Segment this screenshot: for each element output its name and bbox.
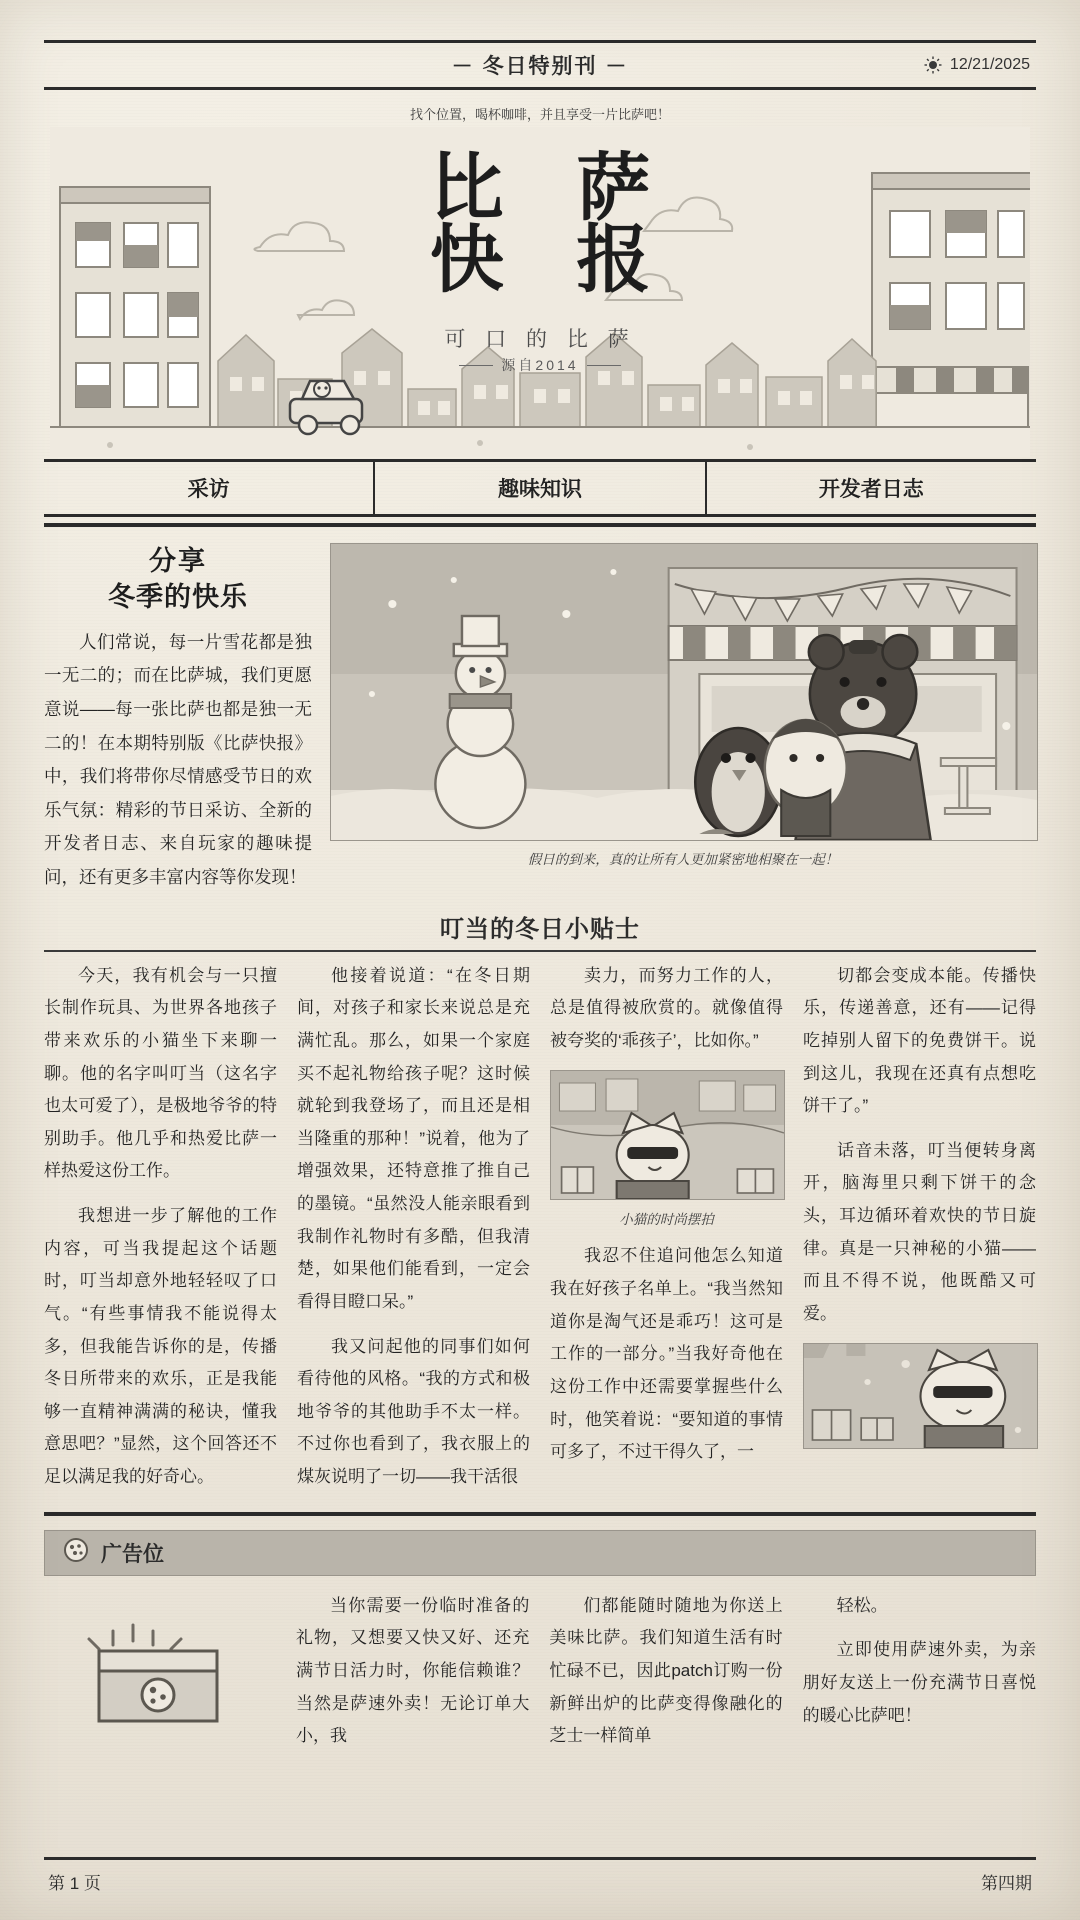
date-area [924, 56, 1030, 74]
divider-under-nav [44, 523, 1036, 527]
masthead-since [50, 355, 1030, 375]
masthead-topbar [44, 40, 1036, 90]
ad-title: 广告位 [101, 1542, 164, 1566]
section-navbar [44, 459, 1036, 517]
divider-under-tips-headline [44, 950, 1036, 952]
divider-above-ad [44, 1512, 1036, 1516]
tagline: 找个位置，喝杯咖啡，并且享受一片比萨吧！ [409, 107, 670, 122]
paragraph: 切都会变成本能。传播快乐，传递善意，还有——记得吃掉别人留下的免费饼干。说到这儿，我现在还真有点想吃饼干了。” [803, 965, 1036, 1116]
edition-label: － 冬日特别刊 － [451, 55, 629, 78]
nav-item-devlog[interactable]: 开发者日志 [705, 462, 1036, 514]
paragraph: 话音未落，叮当便转身离开，脑海里只剩下饼干的念头，耳边循环着欢快的节日旋律。真是一只神秘的小猫——而且不得不说，他既酷又可爱。 [803, 1140, 1036, 1323]
article-column-3 [550, 960, 783, 1506]
column-image-caption: 小猫的时尚摆拍 [619, 1211, 714, 1227]
lead-headline-line1: 分享 [149, 546, 207, 576]
lead-image-caption: 假日的到来，真的让所有人更加紧密地相聚在一起！ [527, 852, 839, 867]
paragraph: 卖力，而努力工作的人，总是值得被欣赏的。就像值得被夸奖的‘乖孩子’，比如你。” [550, 965, 783, 1050]
lead-illustration [330, 543, 1038, 841]
ad-column-2 [549, 1590, 782, 1765]
page-number: 第 1 页 [48, 1874, 101, 1893]
paragraph: 今天，我有机会与一只擅长制作玩具、为世界各地孩子带来欢乐的小猫坐下来聊一聊。他的名字叫叮当（这名字也太可爱了），是极地爷爷的特别助手。他几乎和热爱比萨一样热爱这份工作。 [44, 965, 277, 1181]
nav-item-interview[interactable]: 采访 [187, 478, 230, 501]
paragraph: 我想进一步了解他的工作内容，可当我提起这个话题时，叮当却意外地轻轻叹了口气。“有些事情我不能说得太多，但我能告诉你的是，传播冬日所带来的欢乐，正是我能够一直精神满满的秘诀，懂我意思吧？”显然，这个回答还不足以满足我的好奇心。 [44, 1206, 277, 1486]
lead-headline-line2: 冬季的快乐 [108, 582, 248, 613]
page-footer [44, 1857, 1036, 1894]
paragraph: 轻松。 [836, 1595, 888, 1615]
snowcat-illustration [803, 1343, 1038, 1449]
cookie-icon [63, 1537, 89, 1568]
paragraph: 立即使用萨速外卖，为亲朋好友送上一份充满节日喜悦的暖心比萨吧！ [802, 1640, 1036, 1725]
masthead-since-text: 源自2014 [485, 357, 594, 373]
pizza-box-icon [55, 1617, 265, 1737]
cat-photo-illustration [550, 1070, 785, 1200]
lead-body-text: 人们常说，每一片雪花都是独一无二的；而在比萨城，我们更愿意说——每一张比萨也都是独一无二的！在本期特别版《比萨快报》中，我们将带你尽情感受节日的欢乐气氛：精彩的节日采访、全新的开发者日志、来自玩家的趣味提问，还有更多丰富内容等你发现！ [44, 631, 312, 888]
sun-icon [924, 56, 942, 74]
paragraph: 当你需要一份临时准备的礼物，又想要又快又好、还充满节日活力时，你能信赖谁？当然是萨速外卖！无论订单大小，我 [296, 1595, 530, 1746]
article-column-1 [44, 960, 277, 1506]
nav-item-funfacts[interactable]: 趣味知识 [373, 462, 704, 514]
tips-headline: 叮当的冬日小贴士 [440, 915, 640, 943]
lead-image-column [330, 543, 1036, 895]
advertisement-block [44, 1530, 1036, 1765]
masthead-line1: 比 萨 [429, 146, 677, 229]
ad-body [44, 1590, 1036, 1765]
article-column-4 [803, 960, 1036, 1506]
paragraph: 我又问起他的同事们如何看待他的风格。“我的方式和极地爷爷的其他助手不太一样。不过你也看到了，我衣服上的煤灰说明了一切——我干活很 [297, 1336, 530, 1486]
issue-date: 12/21/2025 [949, 56, 1030, 73]
lead-story [44, 543, 1036, 895]
issue-number: 第四期 [981, 1874, 1032, 1893]
ad-column-3 [803, 1590, 1036, 1765]
ad-image-cell [44, 1590, 276, 1765]
article-column-2 [297, 960, 530, 1506]
ad-header [44, 1530, 1036, 1576]
paragraph: 他接着说道：“在冬日期间，对孩子和家长来说总是充满忙乱。那么，如果一个家庭买不起礼物给孩子呢？这时候就轮到我登场了，而且还是相当隆重的那种！”说着，他为了增强效果，还特意推了推自己的墨镜。“虽然没人能亲眼看到我制作礼物时有多酷，但我清楚，如果他们能看到，一定会看得目瞪口呆。” [297, 965, 530, 1311]
paragraph: 我忍不住追问他怎么知道我在好孩子名单上。“我当然知道你是淘气还是乖巧！这可是工作的一部分。”当我好奇他在这份工作中还需要掌握些什么时，他笑着说：“要知道的事情可多了，不过干得久了，一 [550, 1246, 783, 1462]
city-skyline-art [50, 127, 1030, 457]
lead-text-column [44, 543, 312, 895]
article-columns [44, 960, 1036, 1506]
masthead-subtitle: 可 口 的 比 萨 [444, 328, 636, 351]
masthead-illustration [50, 127, 1030, 457]
paragraph: 们都能随时随地为你送上美味比萨。我们知道生活有时忙碌不已，因此patch订购一份新鲜出炉的比萨变得像融化的芝士一样简单 [549, 1595, 783, 1746]
masthead-line2: 快 报 [429, 218, 677, 302]
lead-headline [44, 543, 312, 616]
ad-column-1 [296, 1590, 529, 1765]
